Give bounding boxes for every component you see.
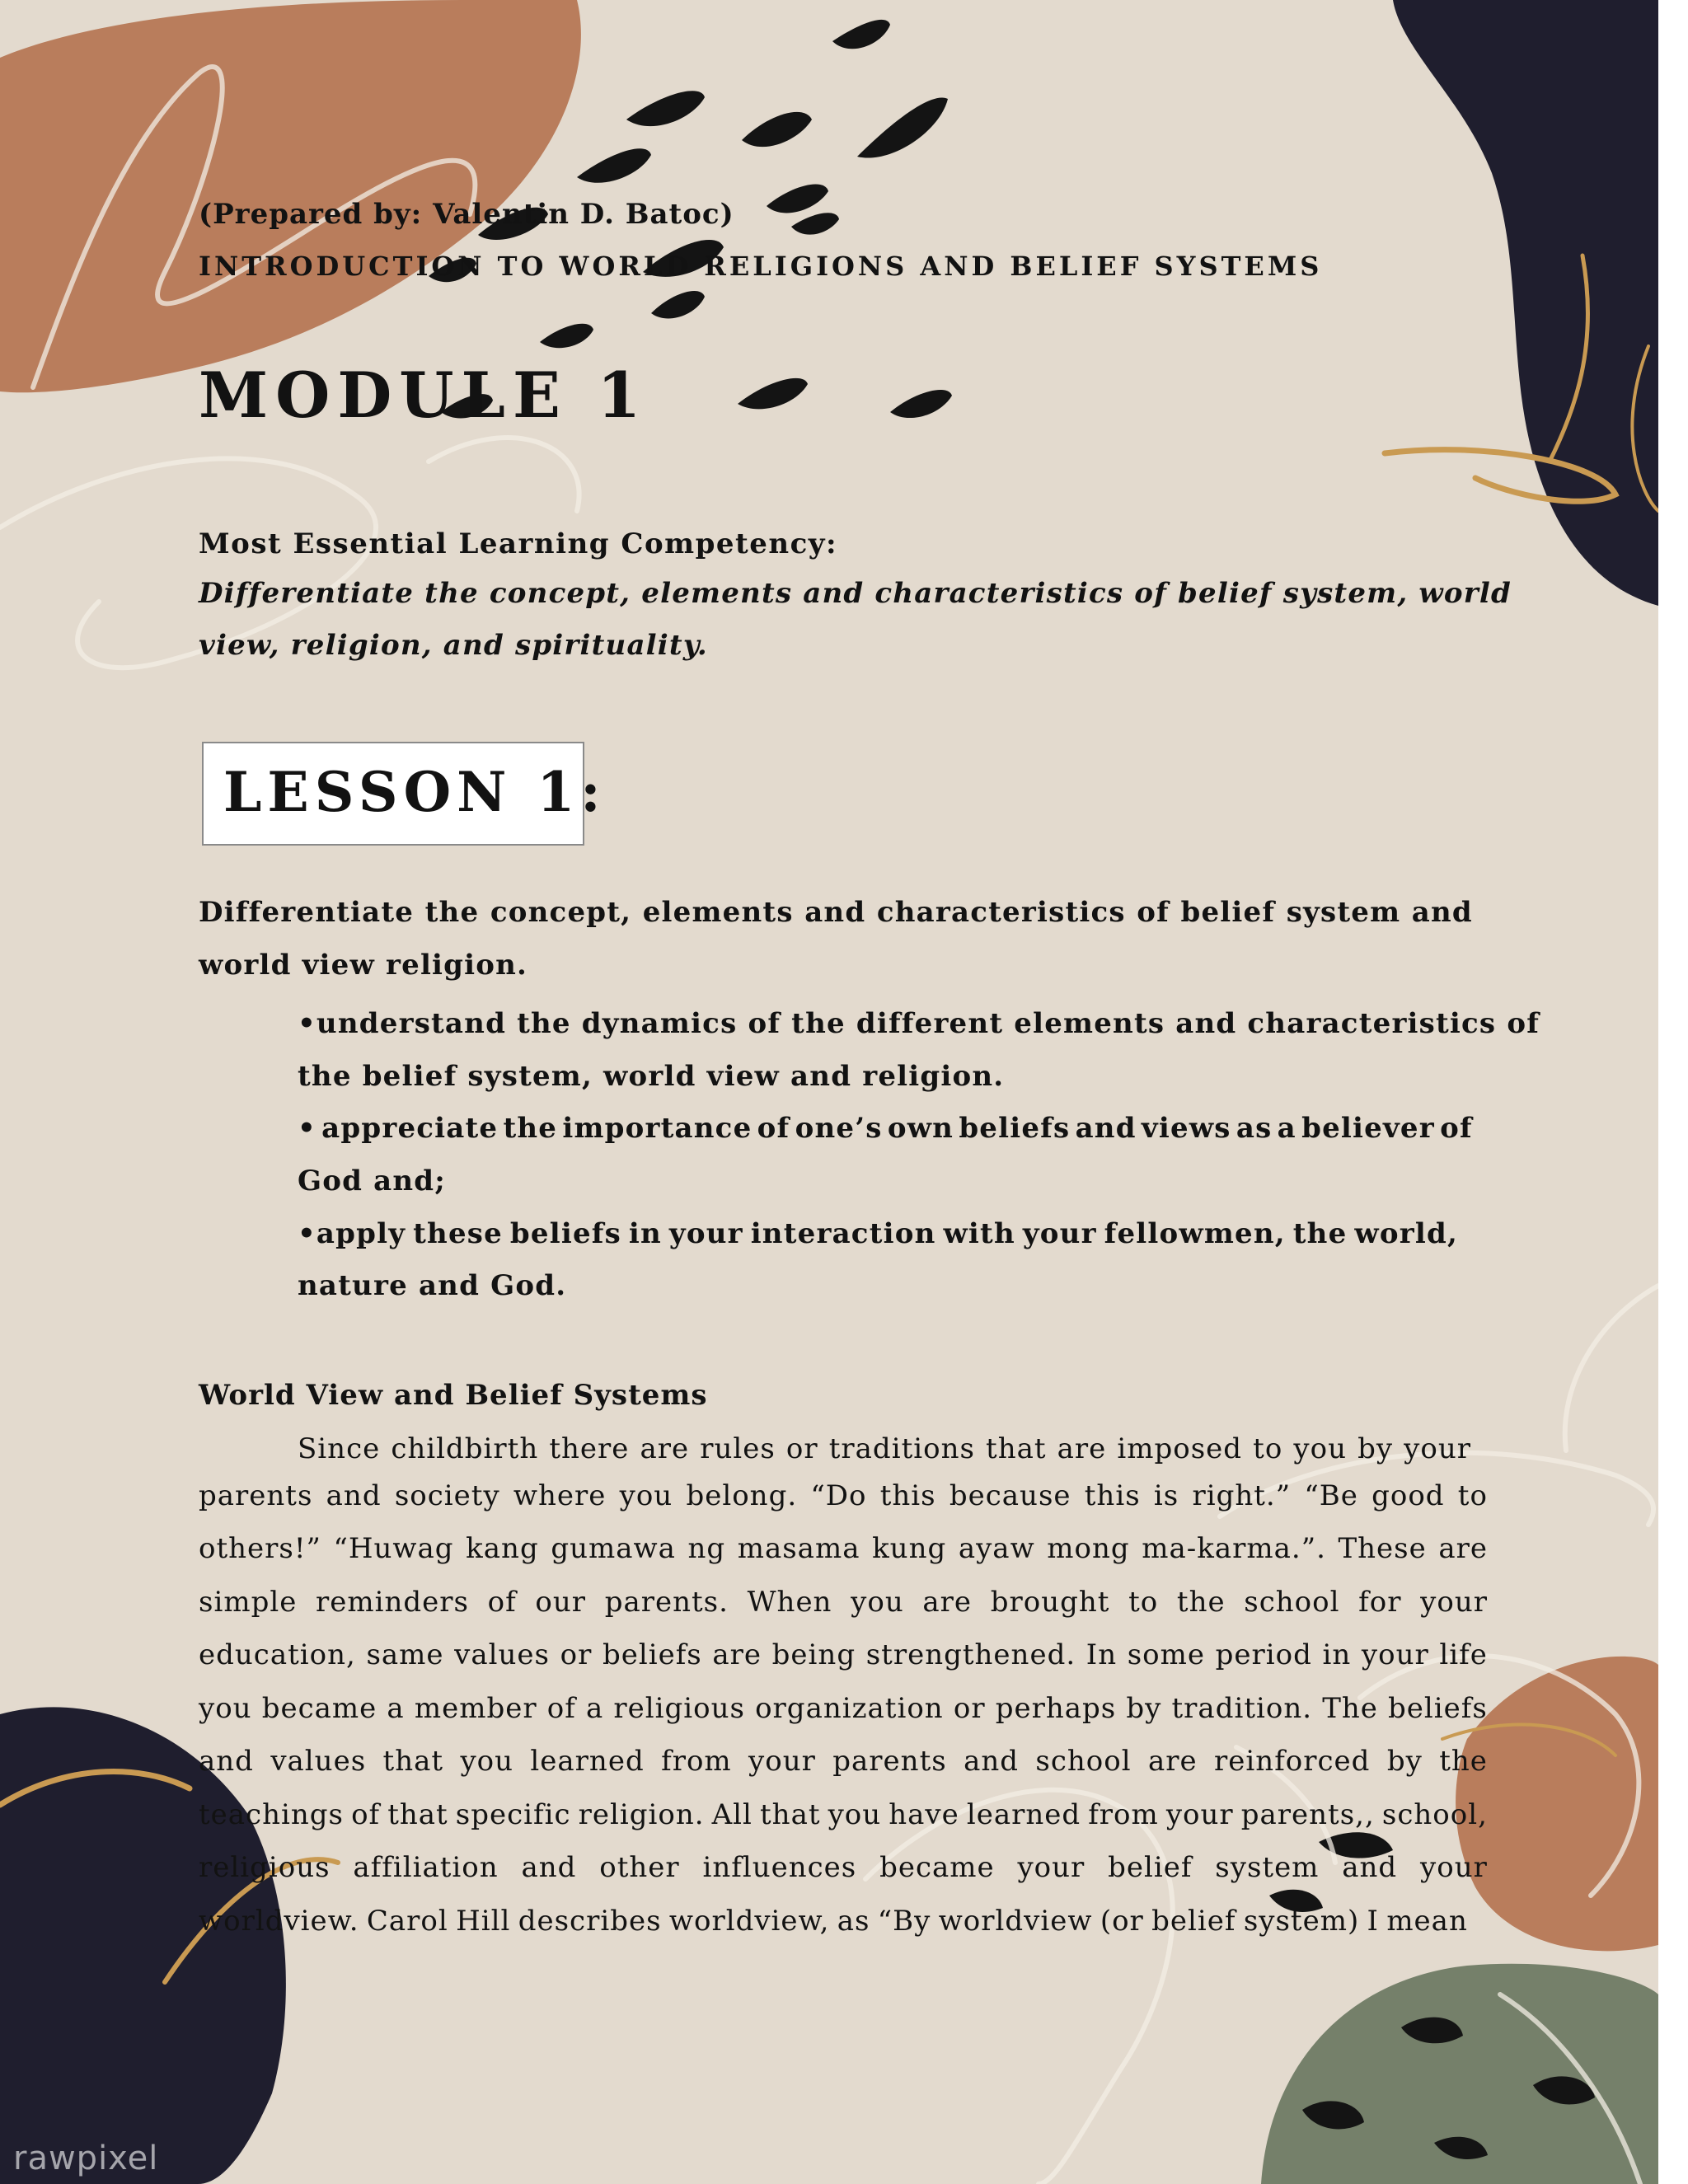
word: where — [513, 1479, 607, 1512]
word: • — [298, 1112, 316, 1145]
navy-blob-top-right — [1393, 0, 1658, 606]
navy-blob-bottom-left — [0, 1707, 286, 2184]
word: this — [879, 1479, 936, 1512]
word: of — [487, 1586, 517, 1619]
word: your — [1404, 1432, 1471, 1465]
prepared-by: (Prepared by: Valentin D. Batoc) — [199, 198, 734, 231]
word: from — [661, 1745, 732, 1778]
word: influences — [702, 1851, 857, 1884]
word: beliefs — [602, 1638, 702, 1671]
paragraph-line — [199, 1905, 1468, 1938]
word: affiliation — [353, 1851, 499, 1884]
word: own — [887, 1112, 954, 1145]
word: mong — [1047, 1532, 1130, 1565]
paragraph-line — [199, 1745, 1488, 1778]
word: mean — [1386, 1905, 1468, 1938]
word: and — [1342, 1851, 1398, 1884]
word: the — [1439, 1745, 1488, 1778]
watermark-text: rawpixel — [13, 2139, 159, 2177]
word: characteristics — [876, 896, 1126, 929]
word: belong. — [686, 1479, 798, 1512]
word: Hill — [456, 1905, 511, 1938]
word: you — [199, 1692, 252, 1725]
word: All — [711, 1798, 753, 1831]
word: reinforced — [1214, 1745, 1371, 1778]
word: of — [1440, 1112, 1473, 1145]
word: a — [387, 1692, 405, 1725]
word: same — [366, 1638, 444, 1671]
word: to — [1457, 1479, 1488, 1512]
lesson-title: LESSON 1: — [223, 760, 607, 824]
word: by — [1386, 1745, 1423, 1778]
word: are — [1438, 1532, 1488, 1565]
paragraph-line — [199, 1532, 1488, 1565]
word: a — [585, 1692, 604, 1725]
word: •apply — [298, 1217, 406, 1250]
word: is — [1153, 1479, 1179, 1512]
word: that — [382, 1745, 444, 1778]
word: simple — [199, 1586, 298, 1619]
word: you — [460, 1745, 514, 1778]
word: that — [986, 1432, 1047, 1465]
word: that — [387, 1798, 448, 1831]
word: values — [270, 1745, 367, 1778]
word: of — [757, 1112, 790, 1145]
word: learned — [966, 1798, 1081, 1831]
word: parents. — [604, 1586, 729, 1619]
word: importance — [562, 1112, 753, 1145]
word: your — [1022, 1217, 1097, 1250]
word: you — [828, 1798, 882, 1831]
word: you — [1293, 1432, 1347, 1465]
word: fellowmen, — [1104, 1217, 1286, 1250]
word: and — [326, 1479, 382, 1512]
word: one’s — [795, 1112, 883, 1145]
word: a — [1277, 1112, 1296, 1145]
word: as — [837, 1905, 870, 1938]
word: kang — [466, 1532, 539, 1565]
word: your — [1420, 1851, 1488, 1884]
word: became — [879, 1851, 995, 1884]
word: as — [1236, 1112, 1273, 1145]
word: society — [394, 1479, 500, 1512]
word: became — [261, 1692, 377, 1725]
word: you — [619, 1479, 673, 1512]
word: that — [760, 1798, 821, 1831]
bullet-item — [298, 1217, 1458, 1250]
melc-line: view, religion, and spirituality. — [199, 629, 708, 662]
word: masama — [737, 1532, 860, 1565]
word: the — [424, 896, 480, 929]
word: your — [668, 1217, 743, 1250]
paragraph-line — [199, 1692, 1488, 1725]
word: in — [628, 1217, 662, 1250]
word: and — [1075, 1112, 1137, 1145]
word: strengthened. — [865, 1638, 1076, 1671]
word: are — [712, 1638, 762, 1671]
word: parents — [832, 1745, 947, 1778]
word: other — [599, 1851, 680, 1884]
module-title: MODULE 1 — [199, 359, 649, 432]
word: of — [1137, 896, 1170, 929]
bullet-item-continued: the belief system, world view and religion. — [298, 1060, 1005, 1093]
word: worldview — [938, 1905, 1093, 1938]
word: specific — [455, 1798, 571, 1831]
word: tradition. — [1171, 1692, 1313, 1725]
word: ma-karma.”. — [1142, 1532, 1326, 1565]
word: with — [943, 1217, 1015, 1250]
word: beliefs — [509, 1217, 621, 1250]
word: In — [1085, 1638, 1118, 1671]
word: or — [560, 1638, 593, 1671]
word: member — [414, 1692, 537, 1725]
word: parents,, — [1240, 1798, 1375, 1831]
word: “Do — [810, 1479, 867, 1512]
word: these — [413, 1217, 503, 1250]
page-margin — [1658, 0, 1688, 2184]
word: belief — [1151, 1905, 1236, 1938]
word: for — [1358, 1586, 1402, 1619]
word: describes — [518, 1905, 662, 1938]
word: school, — [1381, 1798, 1488, 1831]
melc-line: Differentiate the concept, elements and characteristics of belief system, world — [199, 577, 1512, 610]
word: reminders — [316, 1586, 469, 1619]
word: ayaw — [958, 1532, 1035, 1565]
word: and — [521, 1851, 577, 1884]
word: in — [1322, 1638, 1352, 1671]
word: and — [804, 896, 866, 929]
bullet-words — [298, 1112, 1473, 1145]
word: The — [1322, 1692, 1378, 1725]
word: some — [1127, 1638, 1205, 1671]
word: system — [1286, 896, 1401, 929]
word: believer — [1301, 1112, 1435, 1145]
word: of — [351, 1798, 381, 1831]
word: to — [1253, 1432, 1283, 1465]
word: parents — [199, 1479, 313, 1512]
lesson-title-box — [202, 742, 607, 846]
word: “Huwag — [333, 1532, 454, 1565]
word: and — [199, 1745, 254, 1778]
word: When — [747, 1586, 832, 1619]
word: the — [1176, 1586, 1226, 1619]
terracotta-blob-top-left — [0, 0, 581, 392]
paragraph-line — [199, 1638, 1488, 1671]
melc-label: Most Essential Learning Competency: — [199, 527, 838, 560]
word: kung — [872, 1532, 947, 1565]
lesson-objective-line: world view religion. — [199, 949, 528, 982]
word: elements — [642, 896, 794, 929]
word: views — [1141, 1112, 1231, 1145]
word: are — [922, 1586, 973, 1619]
word: learned — [530, 1745, 645, 1778]
paragraph-line — [199, 1798, 1488, 1831]
word: values — [454, 1638, 550, 1671]
word: because — [949, 1479, 1071, 1512]
word: religious — [613, 1692, 745, 1725]
word: your — [1361, 1638, 1429, 1671]
word: religion. — [578, 1798, 705, 1831]
bullet-item: •understand the dynamics of the different elements and characteristics of — [298, 1007, 1540, 1040]
section-title: World View and Belief Systems — [199, 1379, 708, 1412]
word: our — [535, 1586, 587, 1619]
paragraph-line — [199, 1479, 1488, 1512]
word: period — [1215, 1638, 1312, 1671]
word: Carol — [366, 1905, 448, 1938]
word: there — [549, 1432, 630, 1465]
word: brought — [990, 1586, 1110, 1619]
word: “By — [877, 1905, 931, 1938]
word: school — [1244, 1586, 1340, 1619]
word: your — [748, 1745, 816, 1778]
word: teachings — [199, 1798, 344, 1831]
word: organization — [755, 1692, 944, 1725]
word: belief — [1108, 1851, 1193, 1884]
word: worldview, — [668, 1905, 830, 1938]
word: to — [1128, 1586, 1159, 1619]
word: imposed — [1117, 1432, 1243, 1465]
word: are — [1057, 1432, 1107, 1465]
word: from — [1088, 1798, 1159, 1831]
word: this — [1084, 1479, 1141, 1512]
word: by — [1126, 1692, 1162, 1725]
word: are — [640, 1432, 690, 1465]
word: the — [1292, 1217, 1348, 1250]
word: Differentiate — [199, 896, 415, 929]
word: beliefs — [959, 1112, 1071, 1145]
course-title: INTRODUCTION TO WORLD RELIGIONS AND BELIEF SYSTEMS — [199, 251, 1323, 282]
lesson-objective-line — [199, 896, 1473, 929]
word: Since — [298, 1432, 381, 1465]
word: education, — [199, 1638, 356, 1671]
word: system — [1215, 1851, 1320, 1884]
word: have — [889, 1798, 959, 1831]
word: school — [1035, 1745, 1132, 1778]
word: and — [1411, 896, 1473, 929]
word: perhaps — [995, 1692, 1117, 1725]
word: ng — [687, 1532, 726, 1565]
word: These — [1338, 1532, 1427, 1565]
word: (or — [1100, 1905, 1144, 1938]
word: or — [785, 1432, 818, 1465]
bullet-words — [298, 1217, 1458, 1250]
bullet-item-continued: God and; — [298, 1165, 446, 1197]
word: gumawa — [551, 1532, 676, 1565]
bullet-item — [298, 1112, 1473, 1145]
word: by — [1357, 1432, 1394, 1465]
word: or — [953, 1692, 986, 1725]
objective-words — [199, 896, 1473, 929]
word: interaction — [750, 1217, 936, 1250]
word: rules — [700, 1432, 776, 1465]
word: of — [546, 1692, 576, 1725]
word: “Be — [1304, 1479, 1358, 1512]
word: your — [1165, 1798, 1234, 1831]
word: worldview. — [199, 1905, 359, 1938]
word: you — [851, 1586, 904, 1619]
word: others!” — [199, 1532, 321, 1565]
bullet-item-continued: nature and God. — [298, 1269, 567, 1302]
word: traditions — [828, 1432, 975, 1465]
word: religious — [199, 1851, 331, 1884]
word: beliefs — [1388, 1692, 1488, 1725]
word: childbirth — [391, 1432, 539, 1465]
word: are — [1148, 1745, 1198, 1778]
paragraph-line — [298, 1432, 1471, 1465]
word: your — [1017, 1851, 1085, 1884]
word: right.” — [1192, 1479, 1292, 1512]
word: the — [503, 1112, 558, 1145]
paragraph-line — [199, 1586, 1488, 1619]
word: concept, — [490, 896, 632, 929]
word: belief — [1180, 896, 1276, 929]
word: good — [1372, 1479, 1445, 1512]
word: your — [1420, 1586, 1488, 1619]
word: being — [771, 1638, 856, 1671]
word: appreciate — [321, 1112, 499, 1145]
word: system) — [1243, 1905, 1360, 1938]
word: world, — [1354, 1217, 1458, 1250]
word: life — [1439, 1638, 1488, 1671]
word: I — [1367, 1905, 1379, 1938]
paragraph-line — [199, 1851, 1488, 1884]
word: and — [964, 1745, 1020, 1778]
